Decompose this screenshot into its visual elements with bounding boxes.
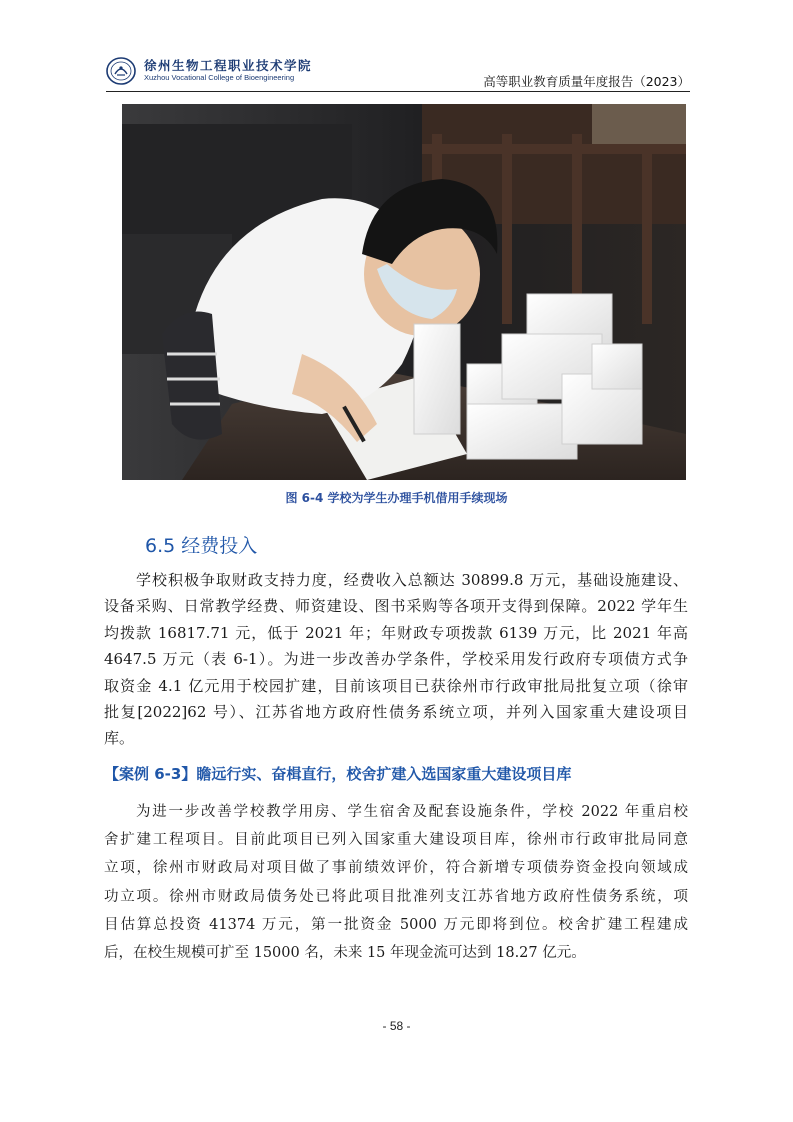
paragraph-line: 均拨款 16817.71 元，低于 2021 年；年财政专项拨款 6139 万元，比 2021 年高: [104, 623, 688, 642]
student-signing-photo: [122, 104, 686, 480]
paragraph-line: 立项，徐州市财政局对项目做了事前绩效评价，符合新增专项债券资金投向领域成: [104, 860, 688, 877]
section-heading: 6.5 经费投入: [145, 535, 258, 557]
case-paragraph: [104, 798, 688, 967]
section-paragraph: [104, 567, 688, 752]
paragraph-line: 功立项。徐州市财政局债务处已将此项目批准列支江苏省地方政府性债务系统，项: [104, 888, 688, 905]
paragraph-line: 后，在校生规模可扩至 15000 名，未来 15 年现金流可达到 18.27 亿元。: [104, 945, 586, 962]
school-name-en: Xuzhou Vocational College of Bioengineering: [144, 73, 295, 82]
school-emblem-icon: [106, 56, 136, 86]
page-header: [106, 52, 690, 92]
paragraph-line: 舍扩建工程项目。目前此项目已列入国家重大建设项目库，徐州市行政审批局同意: [104, 832, 688, 849]
case-heading: 【案例 6-3】瞻远行实、奋楫直行，校舍扩建入选国家重大建设项目库: [104, 765, 572, 783]
paragraph-line: 目估算总投资 41374 万元，第一批资金 5000 万元即将到位。校舍扩建工程建成: [104, 916, 688, 933]
figure-caption: 图 6-4 学校为学生办理手机借用手续现场: [285, 491, 508, 505]
paragraph-line: 为进一步改善学校教学用房、学生宿舍及配套设施条件，学校 2022 年重启校: [136, 804, 688, 820]
report-title: 高等职业教育质量年度报告（2023）: [483, 74, 690, 89]
paragraph-line: 4647.5 万元（表 6-1）。为进一步改善办学条件，学校采用发行政府专项债方式争: [104, 650, 688, 669]
paragraph-line: 学校积极争取财政支持力度，经费收入总额达 30899.8 万元，基础设施建设、: [136, 571, 688, 589]
paragraph-line: 库。: [104, 729, 135, 748]
page-number: - 58 -: [382, 1019, 411, 1033]
school-name-cn: 徐州生物工程职业技术学院: [144, 58, 313, 73]
paragraph-line: 取资金 4.1 亿元用于校园扩建，目前该项目已获徐州市行政审批局批复立项（徐审: [104, 676, 688, 695]
paragraph-line: 设备采购、日常教学经费、师资建设、图书采购等各项开支得到保障。2022 学年生: [104, 597, 688, 616]
header-divider: [106, 91, 690, 92]
paragraph-line: 批复[2022]62 号）、江苏省地方政府性债务系统立项，并列入国家重大建设项目: [104, 703, 688, 722]
